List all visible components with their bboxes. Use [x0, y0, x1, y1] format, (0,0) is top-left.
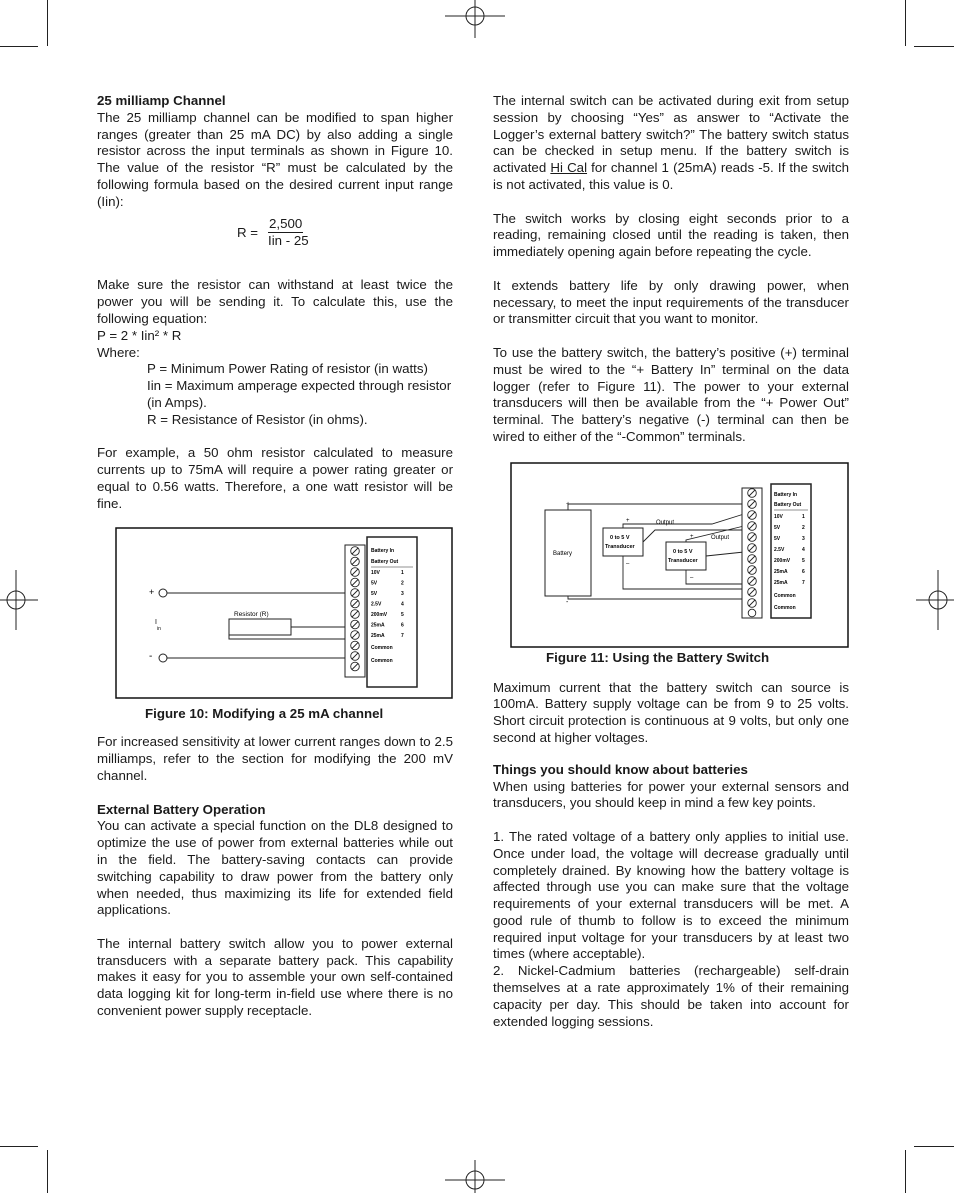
text: for channel 1 (25mA) reads -5. If the switch is not activated, this value is 0. [493, 160, 849, 192]
heading-batteries: Things you should know about batteries [493, 761, 748, 777]
label-output: Output [656, 519, 675, 526]
label-range: 25mA [371, 632, 385, 639]
figure-11-diagram [510, 462, 849, 648]
label-common: Common [774, 604, 796, 611]
label-minus: - [566, 598, 569, 606]
formula-p: P = 2 * Iin² * R [97, 327, 182, 343]
crop-mark [47, 1150, 48, 1193]
where-item: R = Resistance of Resistor (in ohms). [147, 411, 368, 427]
label-channel-number: 5 [802, 557, 805, 564]
label-range: 2.5V [774, 546, 785, 553]
paragraph: You can activate a special function on the DL8 designed to optimize the use of power from external batteries while out in the field. The battery-saving contacts can provide switching capability to draw power from the battery only when needed, thus maximizing its life for extended field applications. [97, 818, 453, 918]
label-plus: + [149, 586, 155, 597]
paragraph: The 25 milliamp channel can be modified to span higher ranges (greater than 25 mA DC) by also adding a single resistor across the input terminals as shown in Figure 10. The value of the resistor “R” must be calculated by the following formula based on the desired current input range (Iin): [97, 109, 453, 209]
paragraph: Make sure the resistor can withstand at least twice the power you will be sending it. To calculate this, use the following equation: [97, 277, 453, 326]
figure-11 [510, 462, 849, 648]
label-minus: – [690, 574, 694, 581]
registration-mark-bottom [440, 1150, 510, 1193]
paragraph: The internal battery switch allow you to power external transducers with a separate battery pack. This capability makes it easy for you to assemble your own self-contained data logging kit for long-term in-field use where there is no convenient power supply receptacle. [97, 935, 453, 1019]
label-channel-number: 6 [802, 568, 805, 575]
label-transducer: 0 to 5 V [673, 548, 693, 555]
paragraph: It extends battery life by only drawing power, when necessary, to meet the input requirements of the transducer or transmitter circuit that you want to monitor. [493, 277, 849, 327]
text: The internal switch can be activated during exit from setup session by choosing “Yes” as answer to “Activate the Logger’s external battery switch?” The battery switch status can be checked in setup menu. If the battery switch is activated [493, 93, 849, 176]
label-battery-out: Battery Out [774, 501, 802, 508]
label-channel-number: 7 [401, 632, 404, 639]
label-transducer: Transducer [668, 557, 698, 564]
label-battery: Battery [553, 550, 573, 557]
heading-external-battery: External Battery Operation [97, 801, 266, 817]
label-transducer: 0 to 5 V [610, 534, 630, 541]
where-label: Where: [97, 344, 140, 360]
label-range: 2.5V [371, 601, 382, 608]
left-column [97, 93, 453, 1020]
paragraph: For example, a 50 ohm resistor calculated to measure currents up to 75mA will require a power rating greater or equal to 0.56 watts. Therefore, a one watt resistor will be fine. [97, 445, 453, 511]
paragraph: To use the battery switch, the battery’s positive (+) terminal must be wired to the “+ Battery In” terminal on the data logger (refer to Figure 11). The power to your external transducers will then be available from the “+ Power Out” terminal. The battery’s negative (-) terminal can then be wired to either of the “-Common” terminals. [493, 344, 849, 444]
label-channel-number: 4 [401, 601, 404, 608]
figure-11-caption: Figure 11: Using the Battery Switch [546, 649, 770, 665]
label-plus: + [690, 533, 694, 540]
label-iin: I [155, 618, 157, 626]
paragraph: For increased sensitivity at lower current ranges down to 2.5 milliamps, refer to the section for modifying the 200 mV channel. [97, 734, 453, 783]
label-range: 200mV [774, 557, 791, 564]
label-range: 200mV [371, 611, 388, 618]
label-battery-in: Battery In [371, 547, 395, 554]
paragraph: 1. The rated voltage of a battery only applies to initial use. Once under load, the voltage will decrease gradually until completely drained. By knowing how the battery voltage is affected through use you can make sure that the voltage requirements of your external transducers will be met. A good rule of thumb to follow is to exceed the minimum required input voltage for your transducers by at least two times (where acceptable). [493, 828, 849, 962]
label-minus: – [626, 560, 630, 567]
paragraph: 2. Nickel-Cadmium batteries (rechargeable) self-drain themselves at a rate approximately 1% of their remaining capacity per day. This should be taken into account for extended logging sessions. [493, 963, 849, 1029]
label-channel-number: 3 [802, 535, 805, 542]
label-common: Common [371, 644, 393, 651]
formula-r [97, 211, 453, 261]
right-column [493, 93, 849, 1030]
crop-mark [905, 1150, 906, 1193]
label-range: 5V [371, 590, 378, 597]
formula-numerator: 2,500 [268, 216, 303, 234]
label-channel-number: 1 [401, 569, 404, 576]
label-battery-out: Battery Out [371, 558, 399, 565]
where-item: Iin = Maximum amperage expected through resistor (in Amps). [147, 378, 452, 410]
paragraph: The switch works by closing eight seconds prior to a reading, remaining closed until the reading is taken, then immediately opening again before repeating the cycle. [493, 210, 849, 260]
heading-25ma: 25 milliamp Channel [97, 93, 226, 108]
crop-mark [0, 46, 38, 47]
hi-cal-text: Hi Cal [550, 160, 588, 176]
label-common: Common [371, 657, 393, 664]
crop-mark [914, 46, 954, 47]
label-channel-number: 7 [802, 579, 805, 586]
label-resistor: Resistor (R) [234, 610, 269, 618]
label-range: 5V [774, 535, 781, 542]
label-range: 5V [371, 580, 378, 587]
registration-mark-right [914, 565, 954, 635]
label-channel-number: 3 [401, 590, 404, 597]
label-channel-number: 2 [401, 580, 404, 587]
formula-lhs: R = [237, 224, 259, 240]
label-output: Output [711, 534, 730, 541]
paragraph: When using batteries for power your external sensors and transducers, you should keep in mind a few key points. [493, 778, 849, 811]
label-channel-number: 5 [401, 611, 404, 618]
label-battery-in: Battery In [774, 491, 798, 498]
label-plus: + [566, 500, 571, 508]
crop-mark [905, 0, 906, 46]
resistor [229, 619, 291, 635]
formula-denominator: Iin - 25 [268, 232, 309, 248]
label-channel-number: 2 [802, 524, 805, 531]
figure-10-diagram [115, 527, 453, 699]
crop-mark [0, 1146, 38, 1147]
paragraph [493, 93, 849, 194]
transducer [603, 528, 643, 556]
registration-mark-left [0, 565, 40, 635]
crop-mark [914, 1146, 954, 1147]
label-iin-sub: in [157, 625, 161, 632]
label-range: 25mA [774, 568, 788, 575]
where-item: P = Minimum Power Rating of resistor (in watts) [147, 361, 428, 377]
label-range: 5V [774, 524, 781, 531]
figure-10-caption: Figure 10: Modifying a 25 mA channel [145, 705, 384, 721]
label-range: 25mA [371, 622, 385, 629]
label-transducer: Transducer [605, 543, 635, 550]
label-common: Common [774, 592, 796, 599]
label-minus: - [149, 650, 153, 662]
label-range: 10V [774, 513, 783, 520]
crop-mark [47, 0, 48, 46]
label-channel-number: 6 [401, 622, 404, 629]
paragraph: Maximum current that the battery switch can source is 100mA. Battery supply voltage can be from 9 to 25 volts. Short circuit protection is continuous at 9 volts, but only one second at higher voltages. [493, 679, 849, 745]
label-channel-number: 4 [802, 546, 805, 553]
label-plus: + [626, 517, 630, 524]
label-channel-number: 1 [802, 513, 805, 520]
transducer [666, 542, 706, 570]
label-range: 10V [371, 569, 380, 576]
label-range: 25mA [774, 579, 788, 586]
figure-10 [115, 527, 453, 699]
registration-mark-top [440, 0, 510, 46]
